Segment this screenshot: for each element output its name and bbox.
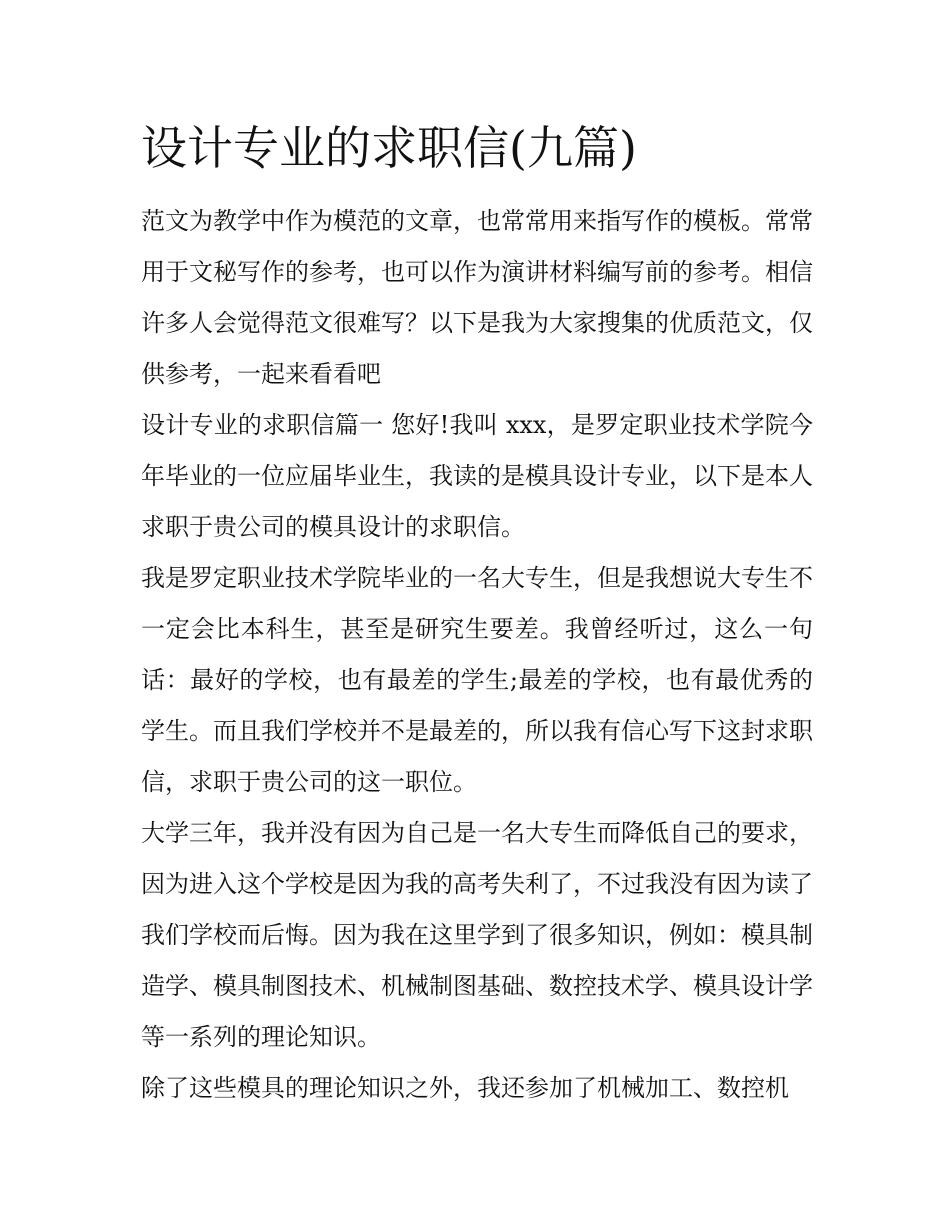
paragraph-letter-opening: 设计专业的求职信篇一 您好!我叫 xxx，是罗定职业技术学院今年毕业的一位应届毕业生，我读的是模具设计专业，以下是本人求职于贵公司的模具设计的求职信。 (141, 411, 813, 541)
document-title: 设计专业的求职信(九篇) (141, 121, 637, 175)
paragraph-self-introduction: 我是罗定职业技术学院毕业的一名大专生，但是我想说大专生不一定会比本科生，甚至是研究生要差。我曾经听过，这么一句话：最好的学校，也有最差的学生;最差的学校，也有最优秀的学生。而且我们学校并不是最差的，所以我有信心写下这封求职信，求职于贵公司的这一职位。 (141, 564, 813, 796)
paragraph-intro: 范文为教学中作为模范的文章，也常常用来指写作的模板。常常用于文秘写作的参考，也可以作为演讲材料编写前的参考。相信许多人会觉得范文很难写？以下是我为大家搜集的优质范文，仅供参考，一起来看看吧 (141, 207, 813, 388)
document-body (141, 112, 813, 1114)
paragraph-practice-experience: 除了这些模具的理论知识之外，我还参加了机械加工、数控机 (141, 1074, 789, 1102)
paragraph-study-experience: 大学三年，我并没有因为自己是一名大专生而降低自己的要求，因为进入这个学校是因为我的高考失利了，不过我没有因为读了我们学校而后悔。因为我在这里学到了很多知识，例如：模具制造学、模具制图技术、机械制图基础、数控技术学、模具设计学等一系列的理论知识。 (141, 819, 813, 1051)
